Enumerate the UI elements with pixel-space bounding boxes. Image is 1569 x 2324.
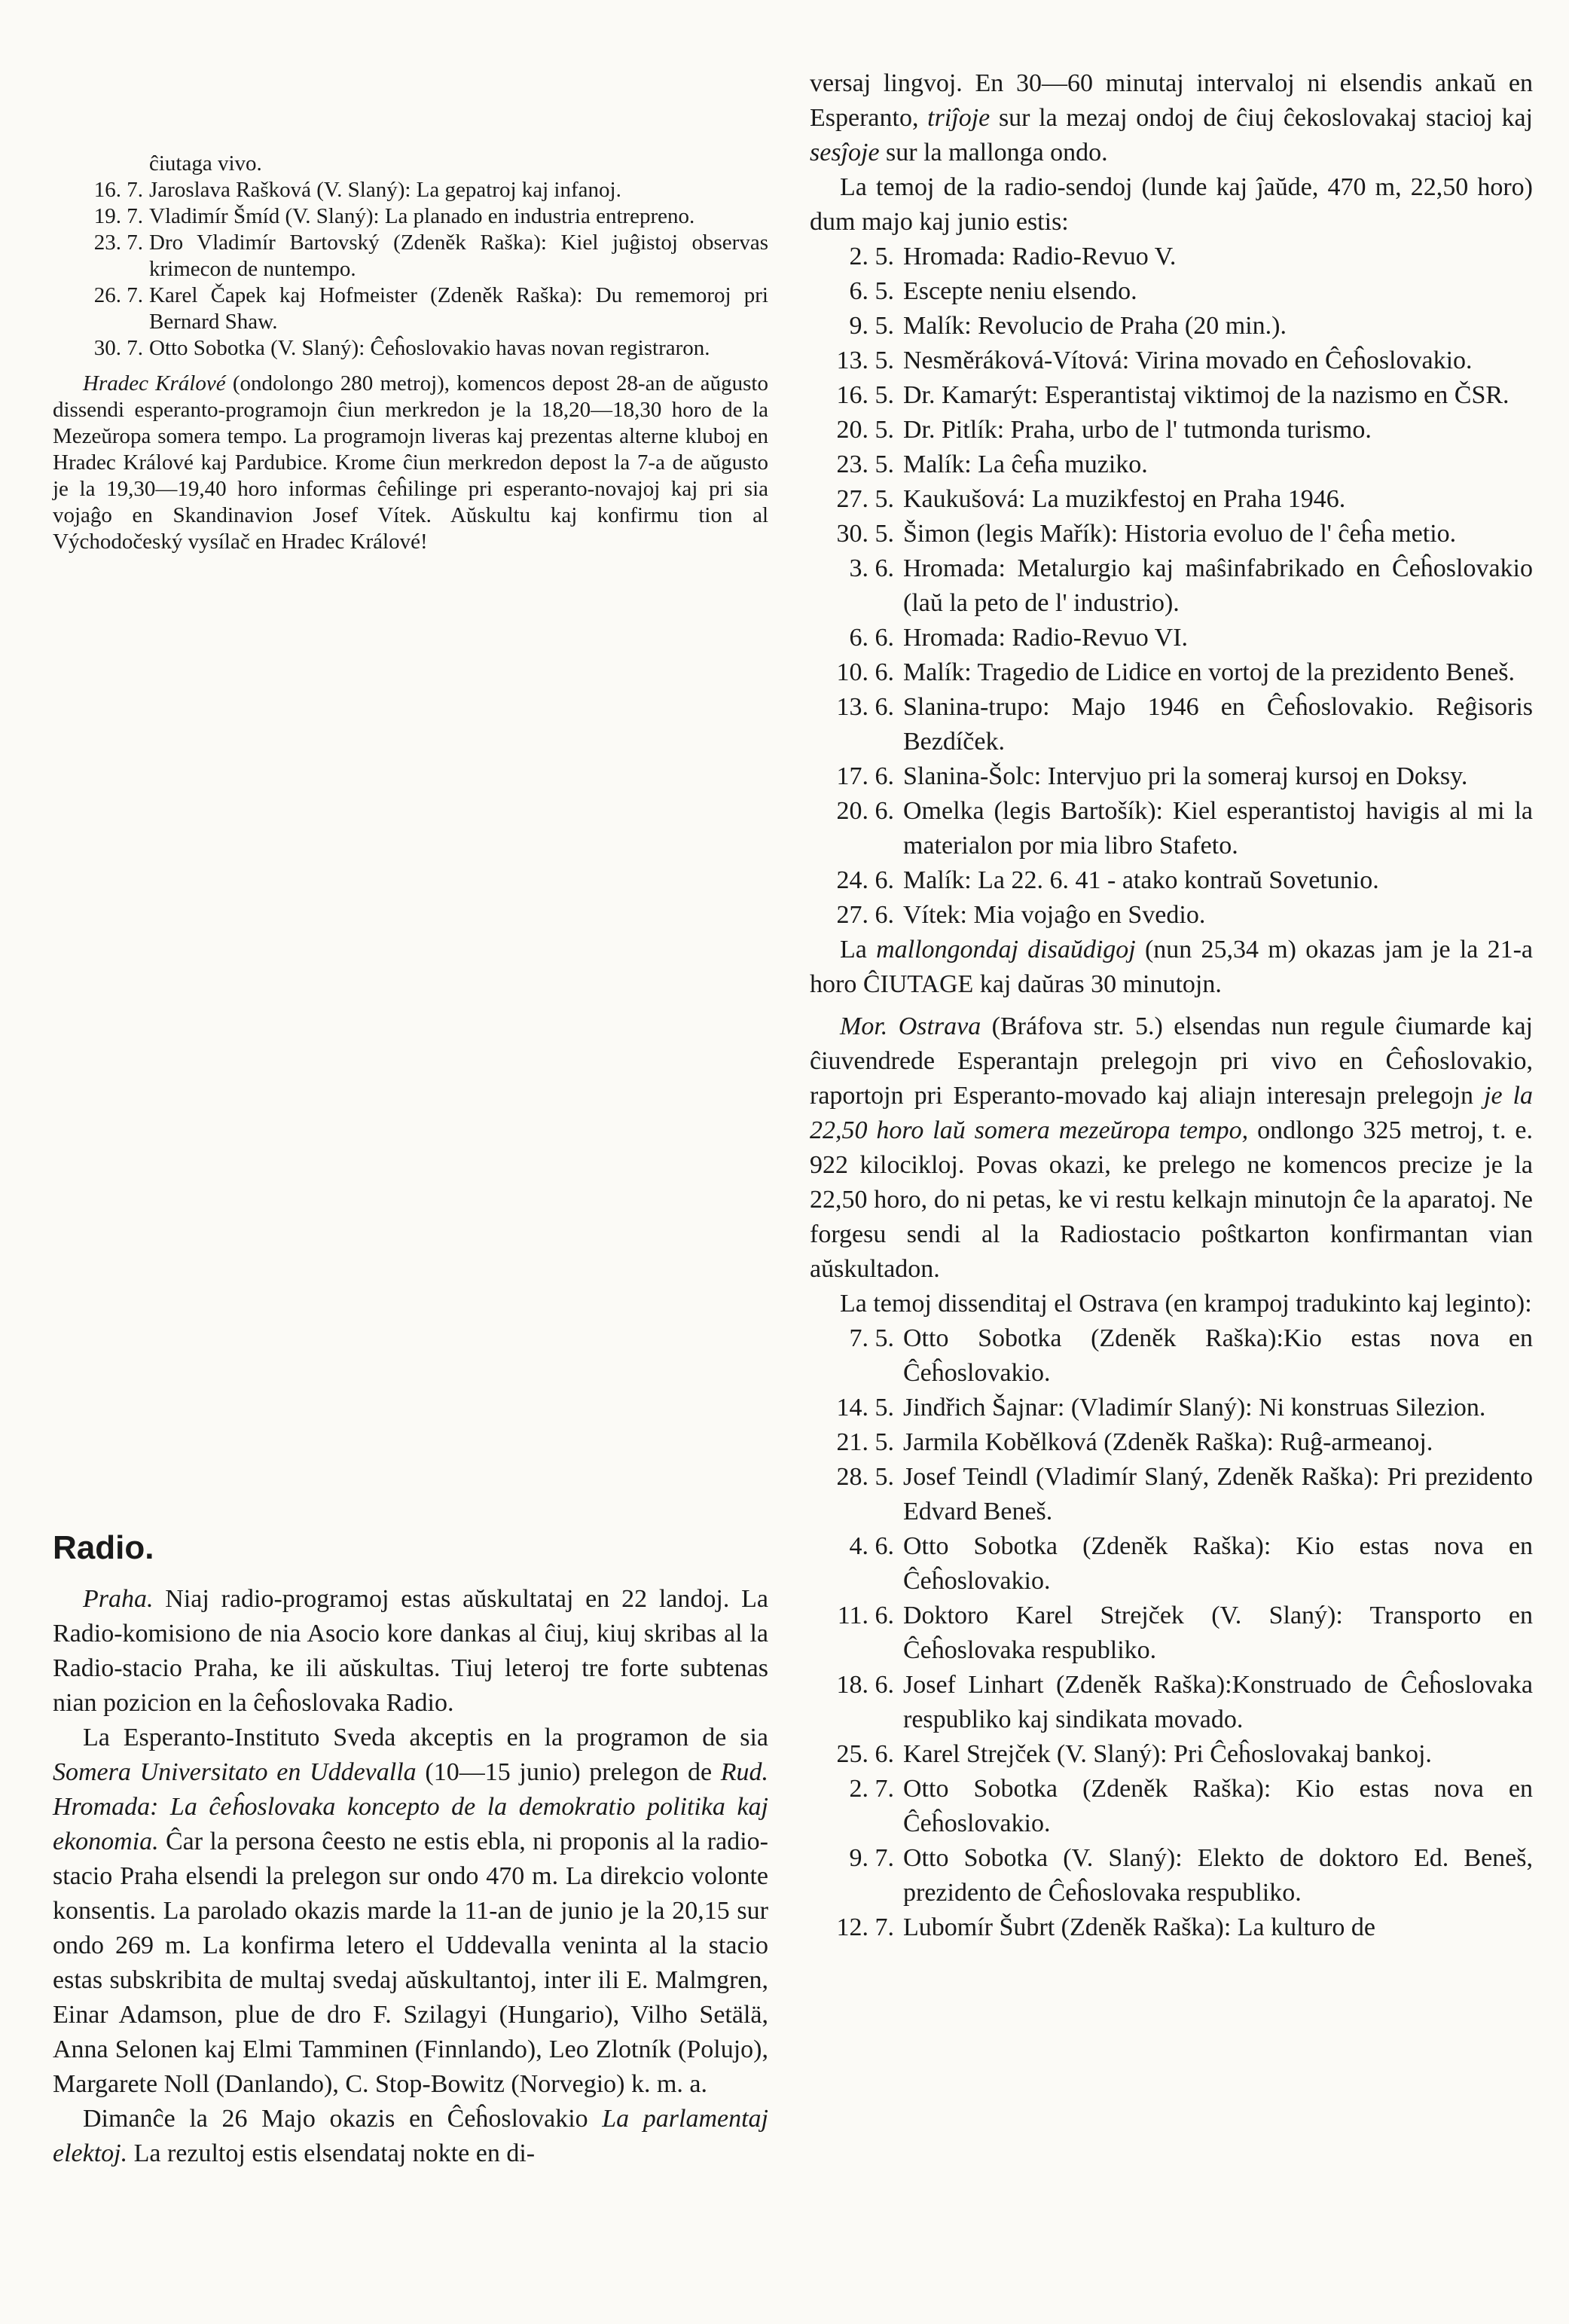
entry-date: 14. 5. [836, 1394, 894, 1422]
list-item [810, 447, 1533, 482]
entry-date: 18. 6. [836, 1671, 894, 1699]
text-emphasis: triĵoje [927, 104, 991, 132]
entry-text: Josef Linhart (Zdeněk Raška):Konstruado de Ĉeĥoslovaka respubliko kaj sindikata movado. [903, 1671, 1533, 1733]
elections-paragraph [53, 2102, 768, 2171]
text-emphasis: Somera Universitato en Uddevalla [53, 1758, 417, 1786]
text-emphasis: je la 22,50 horo laŭ somera mezeŭropa tempo, [810, 1082, 1534, 1144]
list-item [810, 274, 1533, 309]
entry-date: 12. 7. [836, 1913, 894, 1941]
list-item [810, 1425, 1533, 1460]
list-item [810, 240, 1533, 274]
list-item [810, 1772, 1533, 1841]
entry-text: Karel Strejček (V. Slaný): Pri Ĉeĥoslovakaj bankoj. [903, 1740, 1432, 1768]
entry-date: 30. 5. [836, 520, 894, 548]
text-run: La Esperanto-Instituto Sveda akceptis en la programon de sia [83, 1724, 768, 1751]
praha-paragraph [53, 1582, 768, 1721]
list-item [810, 344, 1533, 378]
list-item [810, 1841, 1533, 1910]
list-item [810, 1737, 1533, 1772]
schedule-may-june [810, 240, 1533, 933]
list-item [810, 413, 1533, 447]
entry-date: 13. 5. [836, 347, 894, 374]
entry-text: Malík: La 22. 6. 41 - atako kontraŭ Sovetunio. [903, 866, 1379, 894]
text-run: La [840, 936, 877, 963]
entry-date: 4. 6. [849, 1532, 894, 1560]
list-item [810, 378, 1533, 413]
entry-text: Jindřich Šajnar: (Vladimír Slaný): Ni konstruas Silezion. [903, 1394, 1486, 1422]
entry-date: 20. 5. [836, 416, 894, 444]
entry-date: 27. 5. [836, 485, 894, 513]
entry-date: 2. 5. [849, 243, 894, 270]
list-item [810, 517, 1533, 551]
entry-text: Malík: Tragedio de Lidice en vortoj de la prezidento Beneš. [903, 658, 1516, 686]
entry-date: 23. 7. [93, 231, 143, 255]
entry-date: 25. 6. [836, 1740, 894, 1768]
entry-date: 6. 5. [849, 277, 894, 305]
text-run: (10—15 junio) prelegon de [416, 1758, 721, 1786]
entry-date: 17. 6. [836, 762, 894, 790]
entry-date: 9. 7. [849, 1844, 894, 1872]
entry-date: 7. 5. [849, 1324, 894, 1352]
entry-text: Karel Čapek kaj Hofmeister (Zdeněk Raška): Du rememoroj pri Bernard Shaw. [149, 283, 768, 334]
entry-text: Jaroslava Rašková (V. Slaný): La gepatroj kaj infanoj. [149, 178, 621, 202]
entry-text: Kaukušová: La muzikfestoj en Praha 1946. [903, 485, 1346, 513]
list-item [810, 655, 1533, 690]
entry-text: Otto Sobotka (Zdeněk Raška):Kio estas nova en Ĉeĥoslovakio. [903, 1324, 1533, 1387]
list-item [810, 863, 1533, 898]
shortwave-paragraph [810, 933, 1533, 1002]
city-name: Praha. [83, 1585, 154, 1613]
entry-date: 20. 6. [836, 797, 894, 825]
list-item [810, 898, 1533, 933]
right-column [810, 66, 1533, 1945]
entry-date: 13. 6. [836, 693, 894, 721]
entry-text: Josef Teindl (Vladimír Slaný, Zdeněk Raška): Pri prezidento Edvard Beneš. [903, 1463, 1533, 1525]
entry-text: Šimon (legis Mařík): Historia evoluo de l' ĉeĥa metio. [903, 520, 1457, 548]
entry-text: Dro Vladimír Bartovský (Zdeněk Raška): Kiel juĝistoj observas krimecon de nuntempo. [149, 231, 768, 281]
list-item [53, 282, 768, 335]
entry-text: Hromada: Metalurgio kaj maŝinfabrikado en Ĉeĥoslovakio (laŭ la peto de l' industrio). [903, 554, 1533, 617]
entry-date: 11. 6. [837, 1602, 894, 1629]
entry-date: 23. 5. [836, 450, 894, 478]
entry-text: Malík: Revolucio de Praha (20 min.). [903, 312, 1287, 340]
entry-text: Hromada: Radio-Revuo VI. [903, 624, 1189, 652]
schedule-july [53, 151, 768, 555]
text-run: Ĉar la persona ĉeesto ne estis ebla, ni proponis al la radio-stacio Praha elsendi la prelegon sur ondo 470 m. La direkcio volonte konsentis. La parolado okazis marde la 11-an de junio je la 20,15 sur ondo 269 m. La konfirma letero el Uddevalla veninta al la stacio estas subskribita de multaj svedaj aŭskultantoj, inter ili E. Malmgren, Einar Adamson, plue de dro F. Szilagyi (Hungario), Vilho Setälä, Anna Selonen kaj Elmi Tamminen (Finnlando), Leo Zlotník (Polujo), Margarete Noll (Danlando), C. Stop-Bowitz (Norvegio) k. m. a. [53, 1828, 768, 2098]
entry-text: Malík: La ĉeĥa muziko. [903, 450, 1148, 478]
entry-text: Slanina-Šolc: Intervjuo pri la someraj kursoj en Doksy. [903, 762, 1468, 790]
text-run: La rezultoj estis elsendataj nokte en di- [127, 2139, 536, 2167]
city-name: Mor. Ostrava [840, 1012, 981, 1040]
text-run: sur la mallonga ondo. [879, 139, 1108, 166]
entry-date: 10. 6. [836, 658, 894, 686]
entry-text: Otto Sobotka (V. Slaný): Elekto de doktoro Ed. Beneš, prezidento de Ĉeĥoslovaka respubliko. [903, 1844, 1533, 1907]
continuation-paragraph [810, 66, 1533, 170]
city-name: Hradec Králové [83, 371, 226, 395]
entry-date: 24. 6. [836, 866, 894, 894]
schedule-intro-continuation: ĉiutaga vivo. [149, 151, 262, 176]
entry-date: 28. 5. [836, 1463, 894, 1491]
entry-date: 6. 6. [849, 624, 894, 652]
ostrava-intro: La temoj dissenditaj el Ostrava (en krampoj tradukinto kaj leginto): [840, 1290, 1532, 1318]
entry-date: 19. 7. [93, 204, 143, 228]
entry-text: Dr. Pitlík: Praha, urbo de l' tutmonda turismo. [903, 416, 1372, 444]
section-heading-radio: Radio. [53, 1529, 154, 1566]
entry-text: Doktoro Karel Strejček (V. Slaný): Transporto en Ĉeĥoslovaka respubliko. [903, 1602, 1533, 1664]
entry-text: Vítek: Mia vojaĝo en Svedio. [903, 901, 1206, 929]
ostrava-paragraph [810, 1009, 1533, 1287]
list-item [53, 335, 768, 362]
entry-text: Escepte neniu elsendo. [903, 277, 1137, 305]
radio-section [53, 1582, 768, 2171]
entry-date: 27. 6. [836, 901, 894, 929]
list-item [810, 1321, 1533, 1391]
paragraph-text: Niaj radio-programoj estas aŭskultataj en 22 landoj. La Radio-komisiono de nia Asocio kore dankas al ĉiuj, kiuj skribas al la Radio-stacio Praha, ke ili aŭskultas. Tiuj leteroj tre forte subtenas nian pozicion en la ĉeĥoslovaka Radio. [53, 1585, 768, 1717]
entry-text: Otto Sobotka (V. Slaný): Ĉeĥoslovakio havas novan registraron. [149, 336, 710, 360]
list-item [810, 482, 1533, 517]
text-emphasis: sesĵoje [810, 139, 880, 166]
text-run: Dimanĉe la 26 Majo okazis en Ĉeĥoslovakio [83, 2105, 603, 2133]
list-item [810, 1529, 1533, 1599]
entry-text: Otto Sobotka (Zdeněk Raška): Kio estas nova en Ĉeĥoslovakio. [903, 1775, 1533, 1837]
list-item [810, 1391, 1533, 1425]
entry-date: 16. 5. [836, 381, 894, 409]
list-item [53, 203, 768, 230]
entry-date: 9. 5. [849, 312, 894, 340]
list-item [53, 177, 768, 203]
entry-text: Slanina-trupo: Majo 1946 en Ĉeĥoslovakio. Reĝisoris Bezdíček. [903, 693, 1533, 756]
entry-text: Otto Sobotka (Zdeněk Raška): Kio estas nova en Ĉeĥoslovakio. [903, 1532, 1533, 1595]
entry-date: 3. 6. [849, 554, 894, 582]
schedule-intro: La temoj de la radio-sendoj (lunde kaj ĵaŭde, 470 m, 22,50 horo) dum majo kaj junio estis: [810, 173, 1533, 236]
entry-date: 30. 7. [93, 336, 143, 360]
text-run: (Bráfova str. 5.) elsendas nun regule ĉiumarde kaj ĉiuvendrede Esperantajn prelegojn pri vivo en Ĉeĥoslovakio, raportojn pri Esperanto-movado kaj aliajn interesajn prelegojn [810, 1012, 1533, 1110]
entry-text: Nesměráková-Vítová: Virina movado en Ĉeĥoslovakio. [903, 347, 1473, 374]
list-item [810, 309, 1533, 344]
hradec-paragraph [53, 371, 768, 555]
list-item [810, 1668, 1533, 1737]
entry-date: 21. 5. [836, 1428, 894, 1456]
text-run: versaj lingvoj. En 30—60 minutaj intervaloj ni elsendis ankaŭ en Esperanto, [810, 69, 1533, 132]
entry-text: Jarmila Kobělková (Zdeněk Raška): Ruĝ-armeanoj. [903, 1428, 1433, 1456]
entry-date: 2. 7. [849, 1775, 894, 1803]
entry-text: Hromada: Radio-Revuo V. [903, 243, 1177, 270]
list-item [810, 551, 1533, 621]
text-emphasis: La parlamentaj elektoj. [53, 2105, 769, 2167]
list-item [810, 1460, 1533, 1529]
text-run: (nun 25,34 m) okazas jam je la 21-a horo ĈIUTAGE kaj daŭras 30 minutojn. [810, 936, 1534, 998]
entry-text: Lubomír Šubrt (Zdeněk Raška): La kulturo de [903, 1913, 1375, 1941]
entry-text: Omelka (legis Bartošík): Kiel esperantistoj havigis al mi la materialon por mia libro Stafeto. [903, 797, 1533, 860]
text-run: ondlongo 325 metroj, t. e. 922 kilocikloj. Povas okazi, ke prelego ne komencos precize je la 22,50 horo, do ni petas, ke vi restu kelkajn minutojn ĉe la aparatoj. Ne forgesu sendi al la Radiostacio poŝtkarton konfirmantan vian aŭskultadon. [810, 1116, 1533, 1283]
list-item [810, 1910, 1533, 1945]
list-item [810, 690, 1533, 759]
entry-date: 16. 7. [93, 178, 143, 202]
text-run: sur la mezaj ondoj de ĉiuj ĉekoslovakaj stacioj kaj [990, 104, 1533, 132]
schedule-ostrava [810, 1321, 1533, 1945]
list-item [810, 794, 1533, 863]
uddevalla-paragraph [53, 1721, 768, 2102]
entry-text: Dr. Kamarýt: Esperantistaj viktimoj de la nazismo en ČSR. [903, 381, 1509, 409]
entry-date: 26. 7. [93, 283, 143, 307]
list-item [810, 621, 1533, 655]
list-item [810, 759, 1533, 794]
paragraph-text: (ondolongo 280 metroj), komencos depost 28-an de aŭgusto dissendi esperanto-programojn ĉiun merkredon je la 18,20—18,30 horo de la Mezeŭropa somera tempo. La programojn liveras kaj prezentas alterne kluboj en Hradec Králové kaj Pardubice. Krome ĉiun merkredon depost la 7-a de aŭgusto je la 19,30—19,40 horo informas ĉeĥilinge pri esperanto-novajoj kaj pri sia vojaĝo en Skandinavion Josef Vítek. Aŭskultu kaj konfirmu tion al Východočeský vysílač en Hradec Králové! [53, 371, 768, 554]
list-item [810, 1599, 1533, 1668]
text-emphasis: Rud. Hromada: La ĉeĥoslovaka koncepto de la demokratio politika kaj ekonomia. [53, 1758, 769, 1855]
list-item [53, 230, 768, 282]
text-emphasis: mallongondaj disaŭdigoj [876, 936, 1136, 963]
entry-text: Vladimír Šmíd (V. Slaný): La planado en industria entrepreno. [149, 204, 695, 228]
